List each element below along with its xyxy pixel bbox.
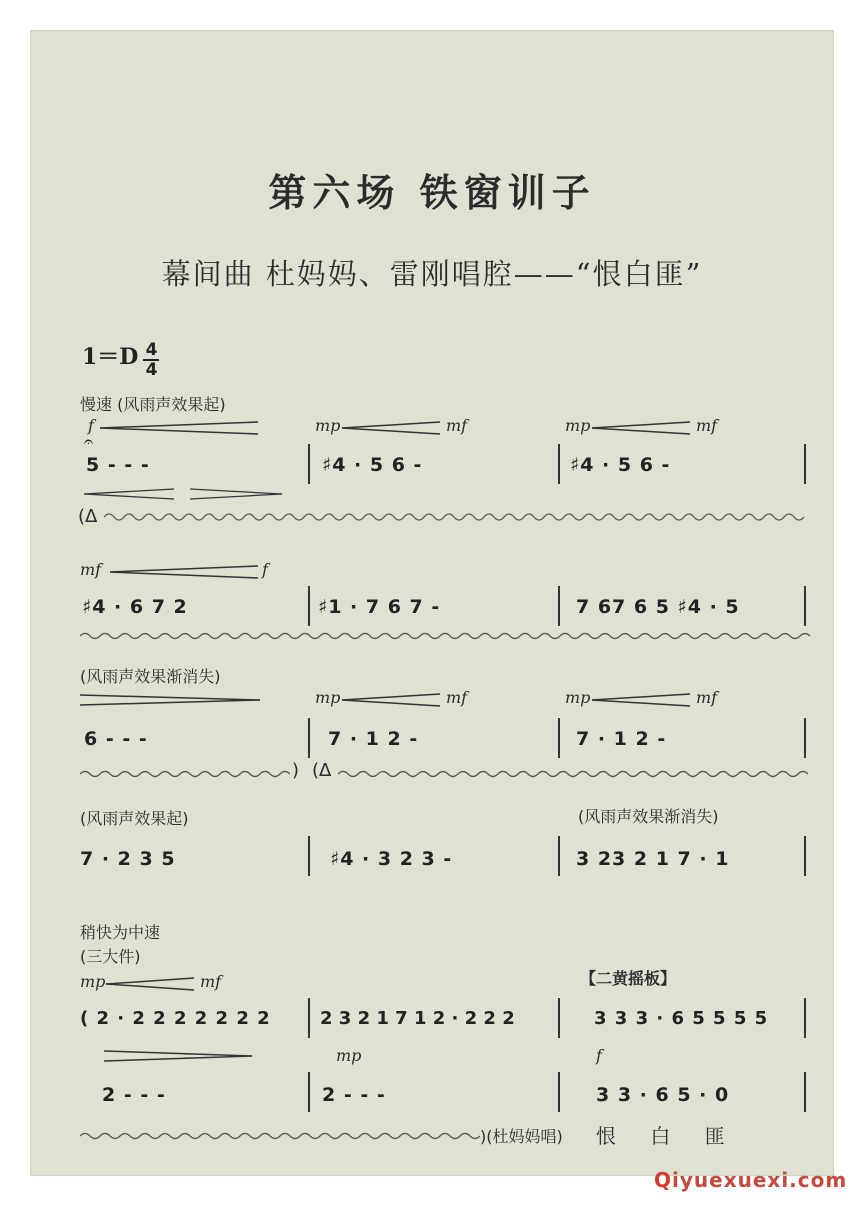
- page-subtitle: 幕间曲 杜妈妈、雷刚唱腔——“恨白匪”: [161, 257, 703, 291]
- measure-3-3: 7 · 1 2 ‑: [576, 728, 667, 750]
- measure-1-2: ♯4 · 5 6 ‑: [322, 454, 423, 476]
- hairpin-2: [110, 564, 260, 580]
- measure-4-3: 3 23 2 1 7 · 1: [576, 848, 730, 870]
- time-signature: [143, 339, 159, 380]
- hairpin-1b: [342, 420, 442, 436]
- paren-close-3: ): [292, 760, 300, 781]
- paren-open-1: (Δ: [78, 506, 98, 527]
- fade-direction-1: (风雨声效果渐消失): [80, 667, 221, 686]
- watermark-q: Q: [654, 1168, 673, 1192]
- dynamic-mp-3c: mp: [565, 688, 591, 707]
- dynamic-mf-3: mf: [446, 688, 468, 707]
- measure-4-2: ♯4 · 3 2 3 ‑: [330, 848, 453, 870]
- dynamic-mp-6: mp: [336, 1046, 362, 1065]
- dynamic-f-2: f: [262, 560, 268, 579]
- measure-1-1: 5 ‑ ‑ ‑: [86, 454, 150, 476]
- dynamic-mp-1c: mp: [565, 416, 591, 435]
- dynamic-mp-1: mp: [315, 416, 341, 435]
- hairpin-5: [106, 976, 196, 992]
- time-num: 4: [145, 339, 158, 360]
- hairpin-3c: [592, 692, 692, 708]
- fade-direction-2: (风雨声效果渐消失): [578, 807, 719, 826]
- measure-5-2: 2 3 2 1 7 1 2 · 2 2 2: [320, 1008, 515, 1029]
- wavy-line-3b: [338, 768, 812, 780]
- section-label: 【二黄摇板】: [580, 969, 677, 988]
- tempo-direction-1: 慢速 (风雨声效果起): [80, 395, 226, 414]
- hairpin-3b: [342, 692, 442, 708]
- measure-5-1: ( 2 · 2 2 2 2 2 2 2: [80, 1008, 271, 1029]
- dynamic-mf-1c: mf: [696, 416, 718, 435]
- key-label: 1＝D: [82, 344, 139, 370]
- measure-5-3: 3 3 3 · 6 5 5 5 5: [594, 1008, 769, 1029]
- measure-2-1: ♯4 · 6 7 2: [82, 596, 188, 618]
- watermark-text: iyuexuexi.com: [672, 1168, 848, 1192]
- crescendo-hairpin-1: [100, 420, 260, 436]
- dynamic-mp-5: mp: [80, 972, 106, 991]
- dynamic-mf-1: mf: [446, 416, 468, 435]
- hairpin-1c: [592, 420, 692, 436]
- site-watermark: [654, 1168, 847, 1192]
- start-direction-2: (风雨声效果起): [80, 809, 189, 828]
- wavy-line-1: [104, 510, 812, 524]
- dynamic-mp-3: mp: [315, 688, 341, 707]
- dynamic-mf-2: mf: [80, 560, 102, 579]
- measure-2-3: 7 67 6 5 ♯4 · 5: [576, 596, 740, 618]
- singer-direction: )(杜妈妈唱): [480, 1127, 563, 1146]
- wavy-line-3a: [80, 768, 290, 780]
- decrescendo-hairpins: [84, 488, 284, 500]
- dynamic-f-6: f: [596, 1046, 602, 1065]
- dynamic-f-1: f: [88, 416, 94, 435]
- measure-2-2: ♯1 · 7 6 7 ‑: [318, 596, 441, 618]
- page-title: 第六场 铁窗训子: [268, 170, 596, 215]
- dynamic-mf-3c: mf: [696, 688, 718, 707]
- measure-3-2: 7 · 1 2 ‑: [328, 728, 419, 750]
- paren-open-3: (Δ: [312, 760, 332, 781]
- instrument-direction: (三大件): [80, 947, 141, 966]
- measure-1-3: ♯4 · 5 6 ‑: [570, 454, 671, 476]
- tempo-direction-2: 稍快为中速: [80, 923, 161, 942]
- fermata-icon: 𝄐: [84, 432, 93, 451]
- measure-6-2: 2 ‑ ‑ ‑: [322, 1084, 386, 1106]
- decrescendo-6: [104, 1050, 254, 1062]
- time-den: 4: [145, 359, 158, 380]
- score-page: [30, 30, 834, 1176]
- lyrics: 恨 白 匪: [596, 1124, 739, 1148]
- decrescendo-3: [80, 694, 262, 706]
- dynamic-mf-5: mf: [200, 972, 222, 991]
- measure-6-1: 2 ‑ ‑ ‑: [102, 1084, 166, 1106]
- wavy-line-2: [80, 630, 812, 642]
- measure-6-3: 3 3 · 6 5 · 0: [596, 1084, 730, 1106]
- wavy-line-6: [80, 1130, 480, 1142]
- key-signature: [82, 340, 159, 378]
- measure-3-1: 6 ‑ ‑ ‑: [84, 728, 148, 750]
- measure-4-1: 7 · 2 3 5: [80, 848, 176, 870]
